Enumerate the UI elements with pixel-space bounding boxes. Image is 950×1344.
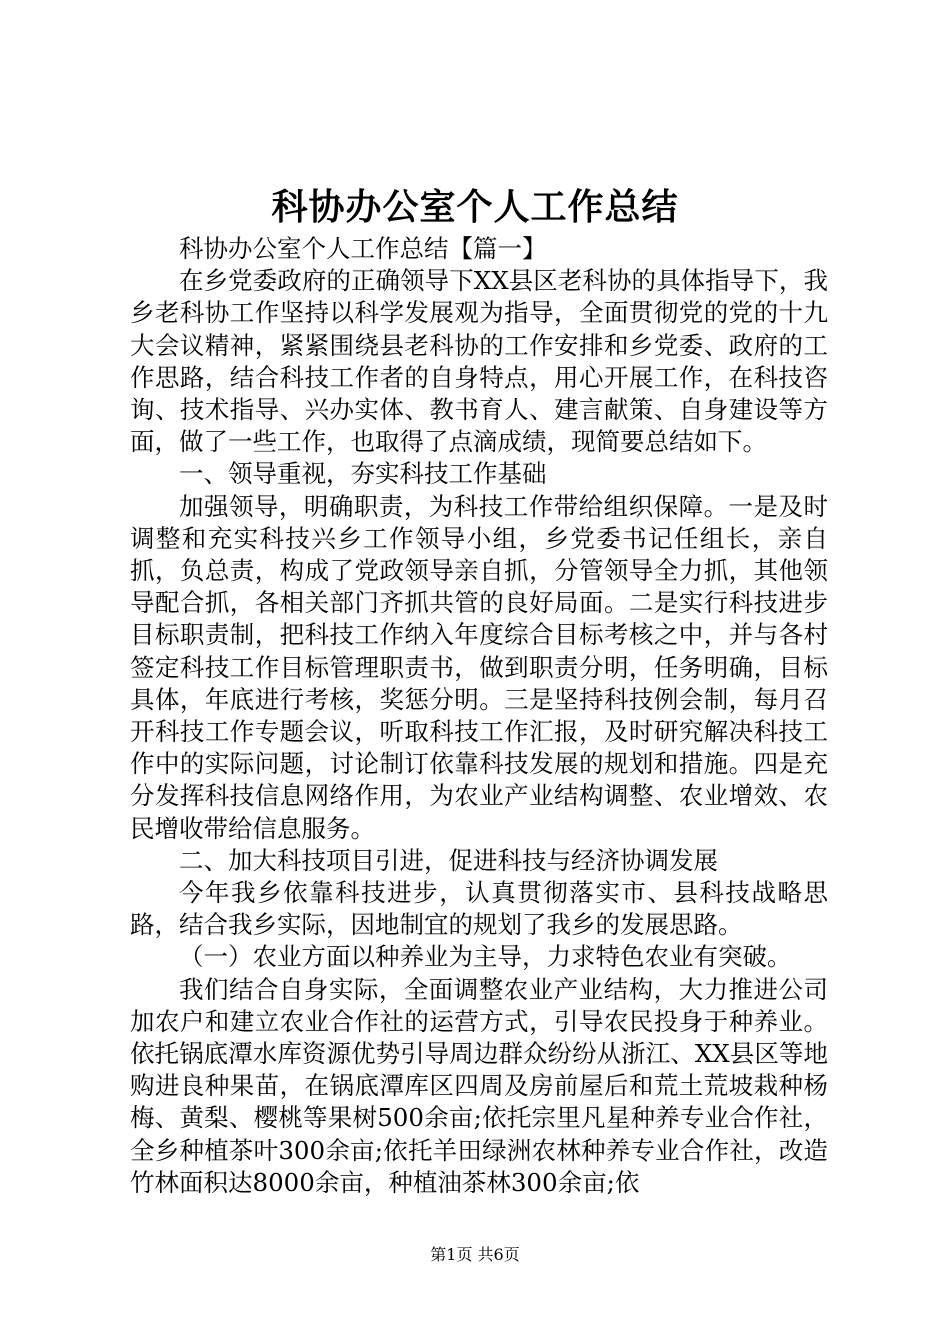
section-heading-projects: 二、加大科技项目引进，促进科技与经济协调发展 bbox=[179, 845, 718, 875]
body-paragraph: 我们结合自身实际，全面调整农业产业结构，大力推进公司加农户和建立农业合作社的运营方式，引导农民投身于种养业。依托锅底潭水库资源优势引导周边群众纷纷从浙江、XX县区等地购进良种果苗，在锅底潭库区四周及房前屋后和荒土荒坡栽种杨梅、黄梨、樱桃等果树500余亩;依托宗里凡星种养专业合作社，全乡种植茶叶300余亩;依托羊田绿洲农林种养专业合作社，改造竹林面积达8000余亩，种植油茶林300余亩;依 bbox=[130, 974, 828, 1197]
section-heading-part-one: 科协办公室个人工作总结【篇一】 bbox=[179, 234, 547, 263]
page-number-footer: 第1页 共6页 bbox=[430, 1245, 520, 1264]
section-heading-leadership: 一、领导重视，夯实科技工作基础 bbox=[179, 459, 547, 489]
body-paragraph: 在乡党委政府的正确领导下XX县区老科协的具体指导下，我乡老科协工作坚持以科学发展观为指导，全面贯彻党的党的十九大会议精神，紧紧围绕县老科协的工作安排和乡党委、政府的工作思路，结合科技工作者的自身特点，用心开展工作，在科技咨询、技术指导、兴办实体、教书育人、建言献策、自身建设等方面，做了一些工作，也取得了点滴成绩，现简要总结如下。 bbox=[130, 266, 828, 457]
body-paragraph: 今年我乡依靠科技进步，认真贯彻落实市、县科技战略思路，结合我乡实际，因地制宜的规划了我乡的发展思路。 bbox=[130, 878, 828, 940]
body-paragraph: 加强领导，明确职责，为科技工作带给组织保障。一是及时调整和充实科技兴乡工作领导小组，乡党委书记任组长，亲自抓，负总责，构成了党政领导亲自抓，分管领导全力抓，其他领导配合抓，各相关部门齐抓共管的良好局面。二是实行科技进步目标职责制，把科技工作纳入年度综合目标考核之中，并与各村签定科技工作目标管理职责书，做到职责分明，任务明确，目标具体，年底进行考核，奖惩分明。三是坚持科技例会制，每月召开科技工作专题会议，听取科技工作汇报，及时研究解决科技工作中的实际问题，讨论制订依靠科技发展的规划和措施。四是充分发挥科技信息网络作用，为农业产业结构调整、农业增效、农民增收带给信息服务。 bbox=[130, 491, 828, 843]
document-title: 科协办公室个人工作总结 bbox=[271, 187, 679, 228]
document-body bbox=[130, 233, 828, 1199]
subsection-heading-agriculture: （一）农业方面以种养业为主导，力求特色农业有突破。 bbox=[179, 942, 792, 972]
